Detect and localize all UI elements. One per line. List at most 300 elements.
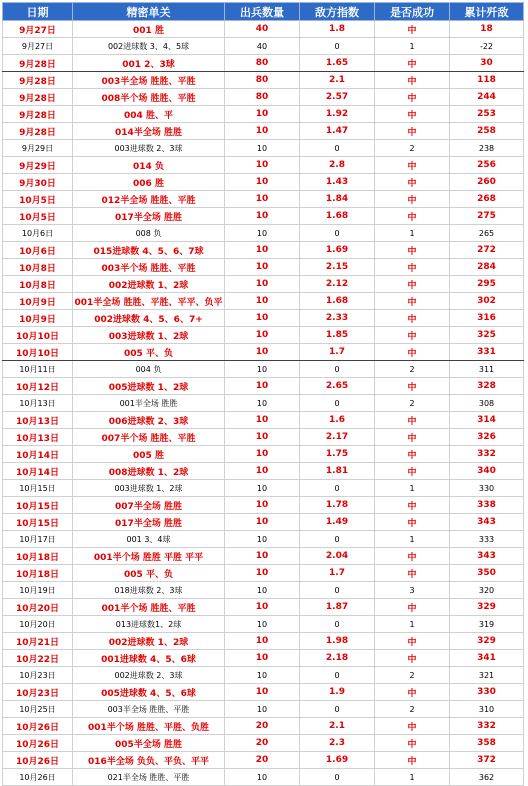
cell-result: 中 xyxy=(375,191,450,208)
cell-result: 中 xyxy=(375,174,450,191)
cell-quantity: 10 xyxy=(225,225,300,242)
table-row xyxy=(3,752,524,769)
table-row xyxy=(3,429,524,446)
cell-date: 10月23日 xyxy=(3,667,73,684)
cell-quantity: 10 xyxy=(225,684,300,701)
cell-total: 326 xyxy=(450,429,524,446)
cell-odds: 2.57 xyxy=(300,89,375,106)
table-row xyxy=(3,446,524,463)
cell-date: 10月18日 xyxy=(3,565,73,582)
cell-odds: 1.81 xyxy=(300,463,375,480)
cell-item: 007半全场 胜胜 xyxy=(73,497,225,514)
cell-quantity: 80 xyxy=(225,55,300,72)
cell-quantity: 10 xyxy=(225,599,300,616)
cell-date: 10月6日 xyxy=(3,242,73,259)
cell-date: 10月18日 xyxy=(3,548,73,565)
cell-result: 中 xyxy=(375,446,450,463)
cell-quantity: 10 xyxy=(225,497,300,514)
cell-odds: 1.75 xyxy=(300,446,375,463)
cell-result: 中 xyxy=(375,106,450,123)
cell-result: 2 xyxy=(375,395,450,412)
cell-result: 1 xyxy=(375,225,450,242)
cell-date: 10月26日 xyxy=(3,752,73,769)
cell-odds: 2.33 xyxy=(300,310,375,327)
cell-item: 003半个场 胜胜、平胜 xyxy=(73,259,225,276)
cell-odds: 2.65 xyxy=(300,378,375,395)
cell-item: 016半全场 负负、平负、平平 xyxy=(73,752,225,769)
cell-quantity: 10 xyxy=(225,191,300,208)
cell-odds: 1.87 xyxy=(300,599,375,616)
table-row xyxy=(3,684,524,701)
cell-quantity: 40 xyxy=(225,21,300,38)
cell-result: 2 xyxy=(375,140,450,157)
cell-total: 328 xyxy=(450,378,524,395)
cell-total: 316 xyxy=(450,310,524,327)
cell-quantity: 10 xyxy=(225,429,300,446)
cell-item: 008 负 xyxy=(73,225,225,242)
table-row xyxy=(3,650,524,667)
cell-odds: 0 xyxy=(300,701,375,718)
cell-item: 001 3、4球 xyxy=(73,531,225,548)
header-result: 是否成功 xyxy=(375,3,450,21)
cell-total: 325 xyxy=(450,327,524,344)
cell-quantity: 20 xyxy=(225,752,300,769)
table-row xyxy=(3,378,524,395)
cell-date: 9月28日 xyxy=(3,55,73,72)
cell-total: 340 xyxy=(450,463,524,480)
betting-record-table xyxy=(2,2,524,786)
cell-quantity: 10 xyxy=(225,293,300,310)
cell-total: 118 xyxy=(450,72,524,89)
cell-total: 302 xyxy=(450,293,524,310)
cell-result: 中 xyxy=(375,514,450,531)
table-row xyxy=(3,174,524,191)
cell-result: 中 xyxy=(375,650,450,667)
cell-quantity: 10 xyxy=(225,395,300,412)
cell-total: 258 xyxy=(450,123,524,140)
cell-total: 341 xyxy=(450,650,524,667)
cell-date: 10月14日 xyxy=(3,446,73,463)
table-row xyxy=(3,123,524,140)
cell-date: 9月27日 xyxy=(3,21,73,38)
cell-total: 314 xyxy=(450,412,524,429)
cell-item: 001半个场 胜胜 平胜 平平 xyxy=(73,548,225,565)
table-row xyxy=(3,735,524,752)
cell-total: 329 xyxy=(450,633,524,650)
cell-item: 008半个场 胜胜、平胜 xyxy=(73,89,225,106)
cell-date: 10月12日 xyxy=(3,378,73,395)
cell-quantity: 10 xyxy=(225,667,300,684)
cell-item: 003进球数 1、2球 xyxy=(73,327,225,344)
cell-total: 358 xyxy=(450,735,524,752)
table-body xyxy=(3,21,524,786)
cell-item: 002进球数 2、3球 xyxy=(73,667,225,684)
cell-result: 中 xyxy=(375,72,450,89)
cell-item: 001进球数 4、5、6球 xyxy=(73,650,225,667)
cell-total: 238 xyxy=(450,140,524,157)
cell-result: 中 xyxy=(375,463,450,480)
cell-total: 284 xyxy=(450,259,524,276)
cell-total: 333 xyxy=(450,531,524,548)
cell-quantity: 10 xyxy=(225,412,300,429)
cell-result: 中 xyxy=(375,752,450,769)
cell-odds: 0 xyxy=(300,667,375,684)
table-row xyxy=(3,72,524,89)
cell-item: 003进球数 1、2球 xyxy=(73,480,225,497)
cell-odds: 0 xyxy=(300,361,375,378)
table-row xyxy=(3,310,524,327)
table-row xyxy=(3,616,524,633)
table-row xyxy=(3,225,524,242)
cell-quantity: 10 xyxy=(225,259,300,276)
cell-date: 10月26日 xyxy=(3,718,73,735)
cell-date: 10月11日 xyxy=(3,361,73,378)
header-quantity: 出兵数量 xyxy=(225,3,300,21)
cell-total: 319 xyxy=(450,616,524,633)
cell-quantity: 10 xyxy=(225,548,300,565)
cell-item: 003半全场 胜胜、平胜 xyxy=(73,701,225,718)
cell-total: 275 xyxy=(450,208,524,225)
cell-date: 9月30日 xyxy=(3,174,73,191)
cell-date: 10月15日 xyxy=(3,480,73,497)
cell-quantity: 10 xyxy=(225,531,300,548)
cell-date: 10月26日 xyxy=(3,769,73,786)
cell-date: 10月26日 xyxy=(3,735,73,752)
cell-date: 9月27日 xyxy=(3,38,73,55)
header-total: 累计歼敌 xyxy=(450,3,524,21)
cell-quantity: 10 xyxy=(225,582,300,599)
cell-item: 001 胜 xyxy=(73,21,225,38)
cell-odds: 0 xyxy=(300,616,375,633)
cell-item: 012半全场 胜胜、平胜 xyxy=(73,191,225,208)
table-row xyxy=(3,38,524,55)
cell-total: 311 xyxy=(450,361,524,378)
cell-odds: 1.65 xyxy=(300,55,375,72)
table-row xyxy=(3,242,524,259)
cell-odds: 1.47 xyxy=(300,123,375,140)
table-row xyxy=(3,191,524,208)
cell-date: 10月19日 xyxy=(3,582,73,599)
cell-item: 018进球数 2、3球 xyxy=(73,582,225,599)
cell-odds: 2.18 xyxy=(300,650,375,667)
cell-odds: 1.68 xyxy=(300,208,375,225)
cell-item: 004 负 xyxy=(73,361,225,378)
cell-odds: 2.12 xyxy=(300,276,375,293)
cell-item: 015进球数 4、5、6、7球 xyxy=(73,242,225,259)
cell-quantity: 80 xyxy=(225,89,300,106)
cell-odds: 1.6 xyxy=(300,412,375,429)
cell-date: 10月9日 xyxy=(3,310,73,327)
cell-item: 003半全场 胜胜、平胜 xyxy=(73,72,225,89)
cell-total: 350 xyxy=(450,565,524,582)
table-row xyxy=(3,208,524,225)
cell-odds: 1.84 xyxy=(300,191,375,208)
cell-quantity: 20 xyxy=(225,735,300,752)
cell-total: 253 xyxy=(450,106,524,123)
cell-quantity: 10 xyxy=(225,327,300,344)
cell-quantity: 10 xyxy=(225,769,300,786)
cell-item: 005进球数 1、2球 xyxy=(73,378,225,395)
cell-odds: 0 xyxy=(300,225,375,242)
table-row xyxy=(3,21,524,38)
cell-item: 002进球数 1、2球 xyxy=(73,633,225,650)
cell-item: 021半全场 胜胜、平胜 xyxy=(73,769,225,786)
cell-total: 330 xyxy=(450,480,524,497)
cell-odds: 2.8 xyxy=(300,157,375,174)
table-row xyxy=(3,667,524,684)
cell-item: 003进球数 2、3球 xyxy=(73,140,225,157)
cell-result: 中 xyxy=(375,21,450,38)
cell-odds: 0 xyxy=(300,38,375,55)
cell-odds: 2.04 xyxy=(300,548,375,565)
cell-date: 9月28日 xyxy=(3,106,73,123)
cell-total: 272 xyxy=(450,242,524,259)
cell-odds: 1.49 xyxy=(300,514,375,531)
cell-item: 007半个场 胜胜、平胜 xyxy=(73,429,225,446)
table-row xyxy=(3,531,524,548)
table-row xyxy=(3,599,524,616)
cell-item: 004 胜、平 xyxy=(73,106,225,123)
cell-odds: 1.69 xyxy=(300,242,375,259)
cell-item: 001半个场 胜胜、平胜、负胜 xyxy=(73,718,225,735)
cell-quantity: 10 xyxy=(225,174,300,191)
cell-total: 308 xyxy=(450,395,524,412)
cell-odds: 2.1 xyxy=(300,72,375,89)
cell-result: 中 xyxy=(375,412,450,429)
cell-total: 331 xyxy=(450,344,524,361)
cell-odds: 0 xyxy=(300,769,375,786)
cell-total: 18 xyxy=(450,21,524,38)
cell-result: 中 xyxy=(375,157,450,174)
cell-odds: 0 xyxy=(300,140,375,157)
cell-date: 10月13日 xyxy=(3,395,73,412)
cell-date: 9月28日 xyxy=(3,123,73,140)
cell-quantity: 10 xyxy=(225,378,300,395)
cell-odds: 0 xyxy=(300,395,375,412)
table-row xyxy=(3,361,524,378)
cell-quantity: 10 xyxy=(225,157,300,174)
cell-result: 中 xyxy=(375,429,450,446)
table-row xyxy=(3,514,524,531)
cell-odds: 1.7 xyxy=(300,344,375,361)
cell-quantity: 20 xyxy=(225,718,300,735)
cell-result: 中 xyxy=(375,276,450,293)
cell-item: 017半全场 胜胜 xyxy=(73,208,225,225)
cell-quantity: 10 xyxy=(225,446,300,463)
cell-item: 001半个场 胜胜、平胜 xyxy=(73,599,225,616)
cell-quantity: 10 xyxy=(225,565,300,582)
cell-total: -22 xyxy=(450,38,524,55)
cell-item: 013进球数1、2球 xyxy=(73,616,225,633)
cell-odds: 1.9 xyxy=(300,684,375,701)
cell-result: 2 xyxy=(375,667,450,684)
cell-item: 002进球数 4、5、6、7+ xyxy=(73,310,225,327)
cell-date: 10月17日 xyxy=(3,531,73,548)
cell-result: 中 xyxy=(375,310,450,327)
table-row xyxy=(3,395,524,412)
cell-quantity: 10 xyxy=(225,208,300,225)
table-row xyxy=(3,327,524,344)
cell-odds: 1.78 xyxy=(300,497,375,514)
cell-result: 中 xyxy=(375,633,450,650)
cell-date: 10月6日 xyxy=(3,225,73,242)
cell-total: 321 xyxy=(450,667,524,684)
cell-date: 9月29日 xyxy=(3,140,73,157)
cell-item: 005 平、负 xyxy=(73,344,225,361)
cell-item: 014 负 xyxy=(73,157,225,174)
cell-quantity: 10 xyxy=(225,276,300,293)
cell-odds: 0 xyxy=(300,480,375,497)
cell-result: 中 xyxy=(375,548,450,565)
table-row xyxy=(3,293,524,310)
cell-total: 362 xyxy=(450,769,524,786)
cell-result: 中 xyxy=(375,123,450,140)
table-row xyxy=(3,55,524,72)
cell-odds: 1.68 xyxy=(300,293,375,310)
cell-total: 295 xyxy=(450,276,524,293)
cell-total: 329 xyxy=(450,599,524,616)
cell-quantity: 10 xyxy=(225,242,300,259)
cell-odds: 2.17 xyxy=(300,429,375,446)
table-row xyxy=(3,412,524,429)
table-row xyxy=(3,106,524,123)
cell-total: 332 xyxy=(450,446,524,463)
cell-total: 332 xyxy=(450,718,524,735)
table-row xyxy=(3,480,524,497)
cell-date: 9月28日 xyxy=(3,89,73,106)
header-row xyxy=(3,3,524,21)
header-date: 日期 xyxy=(3,3,73,21)
cell-result: 中 xyxy=(375,259,450,276)
cell-quantity: 10 xyxy=(225,344,300,361)
cell-result: 中 xyxy=(375,684,450,701)
cell-item: 006 胜 xyxy=(73,174,225,191)
cell-date: 10月9日 xyxy=(3,293,73,310)
cell-result: 1 xyxy=(375,480,450,497)
cell-date: 10月10日 xyxy=(3,327,73,344)
cell-quantity: 10 xyxy=(225,140,300,157)
table-row xyxy=(3,259,524,276)
cell-result: 1 xyxy=(375,769,450,786)
table-row xyxy=(3,565,524,582)
cell-item: 014半全场 胜胜 xyxy=(73,123,225,140)
cell-result: 中 xyxy=(375,327,450,344)
cell-item: 002进球数 1、2球 xyxy=(73,276,225,293)
cell-result: 3 xyxy=(375,582,450,599)
cell-item: 005 平、负 xyxy=(73,565,225,582)
cell-odds: 0 xyxy=(300,582,375,599)
cell-date: 10月23日 xyxy=(3,684,73,701)
cell-result: 1 xyxy=(375,38,450,55)
cell-result: 中 xyxy=(375,344,450,361)
cell-date: 10月15日 xyxy=(3,497,73,514)
cell-quantity: 10 xyxy=(225,463,300,480)
cell-quantity: 80 xyxy=(225,72,300,89)
cell-date: 10月13日 xyxy=(3,429,73,446)
cell-date: 10月5日 xyxy=(3,191,73,208)
cell-odds: 1.98 xyxy=(300,633,375,650)
table-row xyxy=(3,548,524,565)
cell-result: 中 xyxy=(375,565,450,582)
cell-odds: 0 xyxy=(300,531,375,548)
cell-odds: 2.15 xyxy=(300,259,375,276)
cell-result: 2 xyxy=(375,701,450,718)
cell-quantity: 10 xyxy=(225,616,300,633)
cell-total: 343 xyxy=(450,514,524,531)
cell-odds: 1.69 xyxy=(300,752,375,769)
cell-total: 320 xyxy=(450,582,524,599)
cell-result: 中 xyxy=(375,293,450,310)
cell-item: 001 2、3球 xyxy=(73,55,225,72)
cell-odds: 1.85 xyxy=(300,327,375,344)
cell-item: 005 胜 xyxy=(73,446,225,463)
cell-quantity: 10 xyxy=(225,701,300,718)
table-row xyxy=(3,463,524,480)
cell-result: 中 xyxy=(375,735,450,752)
table-row xyxy=(3,140,524,157)
cell-item: 005半全场 胜胜 xyxy=(73,735,225,752)
cell-result: 中 xyxy=(375,208,450,225)
table-row xyxy=(3,89,524,106)
cell-result: 中 xyxy=(375,497,450,514)
cell-odds: 2.3 xyxy=(300,735,375,752)
cell-date: 10月8日 xyxy=(3,276,73,293)
table-row xyxy=(3,701,524,718)
cell-item: 002进球数 3、4、5球 xyxy=(73,38,225,55)
cell-result: 1 xyxy=(375,616,450,633)
cell-date: 10月25日 xyxy=(3,701,73,718)
header-odds: 敌方指数 xyxy=(300,3,375,21)
cell-total: 372 xyxy=(450,752,524,769)
cell-item: 006进球数 2、3球 xyxy=(73,412,225,429)
header-item: 精密单关 xyxy=(73,3,225,21)
cell-result: 中 xyxy=(375,89,450,106)
table-row xyxy=(3,344,524,361)
cell-item: 005进球数 4、5、6球 xyxy=(73,684,225,701)
cell-date: 10月10日 xyxy=(3,344,73,361)
cell-item: 008进球数 1、2球 xyxy=(73,463,225,480)
cell-total: 30 xyxy=(450,55,524,72)
cell-odds: 1.92 xyxy=(300,106,375,123)
table-row xyxy=(3,769,524,786)
table-row xyxy=(3,582,524,599)
cell-quantity: 10 xyxy=(225,514,300,531)
cell-date: 9月29日 xyxy=(3,157,73,174)
cell-quantity: 10 xyxy=(225,650,300,667)
cell-total: 265 xyxy=(450,225,524,242)
cell-date: 10月22日 xyxy=(3,650,73,667)
cell-result: 中 xyxy=(375,378,450,395)
cell-total: 268 xyxy=(450,191,524,208)
cell-odds: 1.43 xyxy=(300,174,375,191)
cell-odds: 1.7 xyxy=(300,565,375,582)
cell-result: 中 xyxy=(375,599,450,616)
cell-date: 10月5日 xyxy=(3,208,73,225)
cell-result: 2 xyxy=(375,361,450,378)
cell-total: 244 xyxy=(450,89,524,106)
cell-quantity: 10 xyxy=(225,106,300,123)
cell-total: 330 xyxy=(450,684,524,701)
cell-total: 310 xyxy=(450,701,524,718)
cell-odds: 1.8 xyxy=(300,21,375,38)
table-row xyxy=(3,276,524,293)
cell-quantity: 10 xyxy=(225,361,300,378)
cell-quantity: 40 xyxy=(225,38,300,55)
table-row xyxy=(3,497,524,514)
cell-date: 10月20日 xyxy=(3,616,73,633)
cell-total: 343 xyxy=(450,548,524,565)
cell-date: 9月28日 xyxy=(3,72,73,89)
